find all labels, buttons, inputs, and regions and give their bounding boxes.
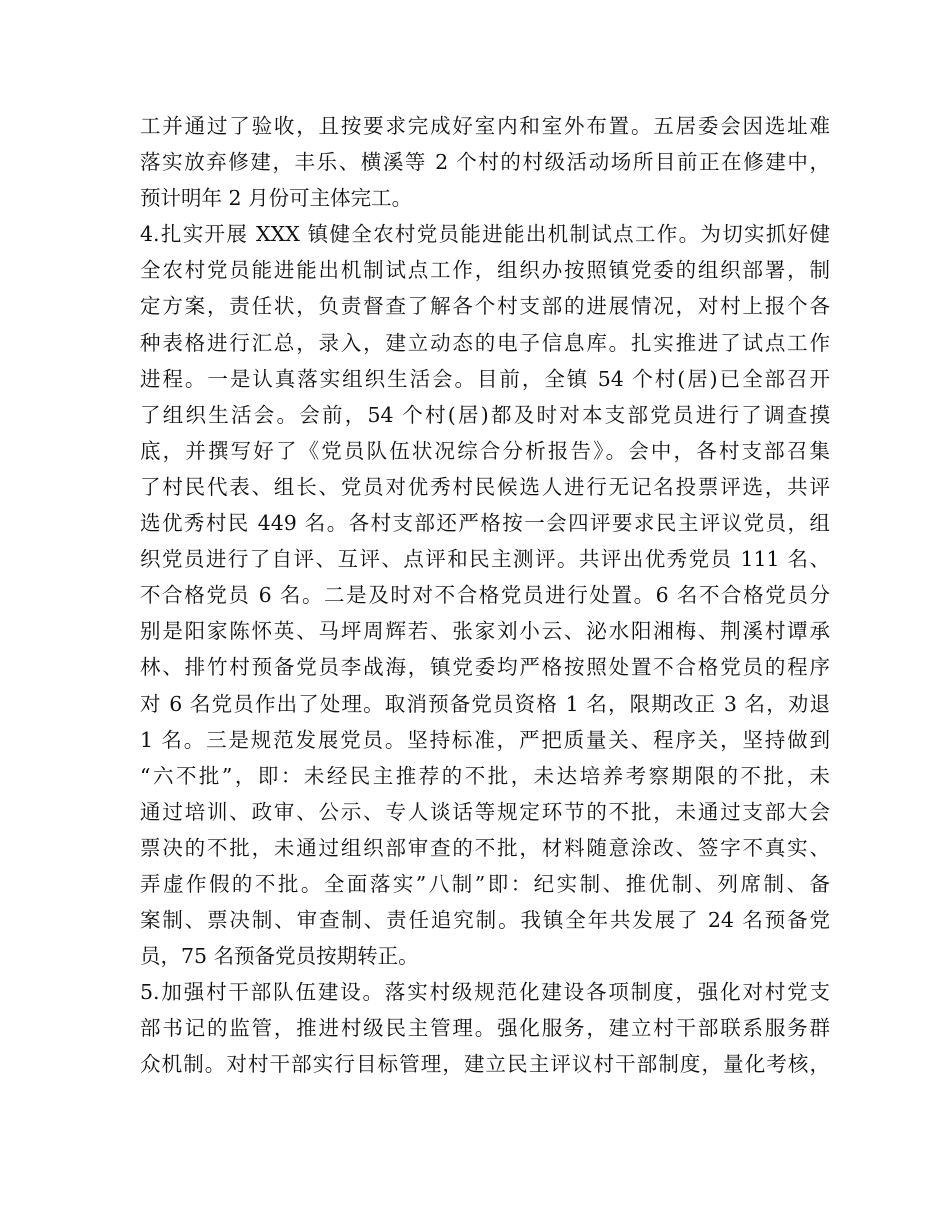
text-line: 底，并撰写好了《党员队伍状况综合分析报告》。会中，各村支部召集 [140, 438, 830, 463]
text-line: 工并通过了验收，且按要求完成好室内和室外布置。五居委会因选址难 [140, 114, 830, 138]
body-text [140, 108, 830, 1083]
text-line: 众机制。对村干部实行目标管理，建立民主评议村干部制度，量化考核， [140, 1052, 830, 1077]
text-line: 通过培训、政审、公示、专人谈话等规定环节的不批，未通过支部大会 [140, 799, 830, 824]
text-line: 对 6 名党员作出了处理。取消预备党员资格 1 名，限期改正 3 名，劝退 [140, 691, 830, 716]
text-line: 别是阳家陈怀英、马坪周辉若、张家刘小云、泌水阳湘梅、荆溪村谭承 [140, 619, 830, 644]
text-line: 部书记的监管，推进村级民主管理。强化服务，建立村干部联系服务群 [140, 1016, 830, 1041]
text-line: 林、排竹村预备党员李战海，镇党委均严格按照处置不合格党员的程序 [140, 655, 830, 680]
text-line: 弄虚作假的不批。全面落实”八制”即：纪实制、推优制、列席制、备 [140, 871, 830, 896]
text-line: 了村民代表、组长、党员对优秀村民候选人进行无记名投票评选，共评 [140, 474, 830, 499]
text-line: 5.加强村干部队伍建设。落实村级规范化建设各项制度，强化对村党支 [140, 980, 830, 1005]
text-line: 员，75 名预备党员按期转正。 [140, 944, 419, 969]
text-line: 定方案，责任状，负责督查了解各个村支部的进展情况，对村上报个各 [140, 294, 830, 319]
text-line: 选优秀村民 449 名。各村支部还严格按一会四评要求民主评议党员，组 [140, 511, 830, 536]
text-line: 1 名。三是规范发展党员。坚持标准，严把质量关、程序关，坚持做到 [140, 727, 830, 752]
text-line: 种表格进行汇总，录入，建立动态的电子信息库。扎实推进了试点工作 [140, 330, 830, 355]
text-line: 了组织生活会。会前，54 个村(居)都及时对本支部党员进行了调查摸 [140, 402, 830, 427]
text-line: 4.扎实开展 XXX 镇健全农村党员能进能出机制试点工作。为切实抓好健 [140, 222, 830, 247]
text-line: 全农村党员能进能出机制试点工作，组织办按照镇党委的组织部署，制 [140, 258, 830, 283]
text-line: 落实放弃修建，丰乐、横溪等 2 个村的村级活动场所目前正在修建中， [140, 150, 830, 175]
text-line: 案制、票决制、审查制、责任追究制。我镇全年共发展了 24 名预备党 [140, 908, 830, 933]
text-line: “六不批”，即：未经民主推荐的不批，未达培养考察期限的不批，未 [140, 763, 830, 788]
text-line: 进程。一是认真落实组织生活会。目前，全镇 54 个村(居)已全部召开 [140, 366, 830, 391]
text-line: 票决的不批，未通过组织部审查的不批，材料随意涂改、签字不真实、 [140, 835, 830, 860]
text-line: 预计明年 2 月份可主体完工。 [140, 186, 413, 211]
text-line: 织党员进行了自评、互评、点评和民主测评。共评出优秀党员 111 名、 [140, 547, 830, 572]
text-line: 不合格党员 6 名。二是及时对不合格党员进行处置。6 名不合格党员分 [140, 583, 830, 608]
